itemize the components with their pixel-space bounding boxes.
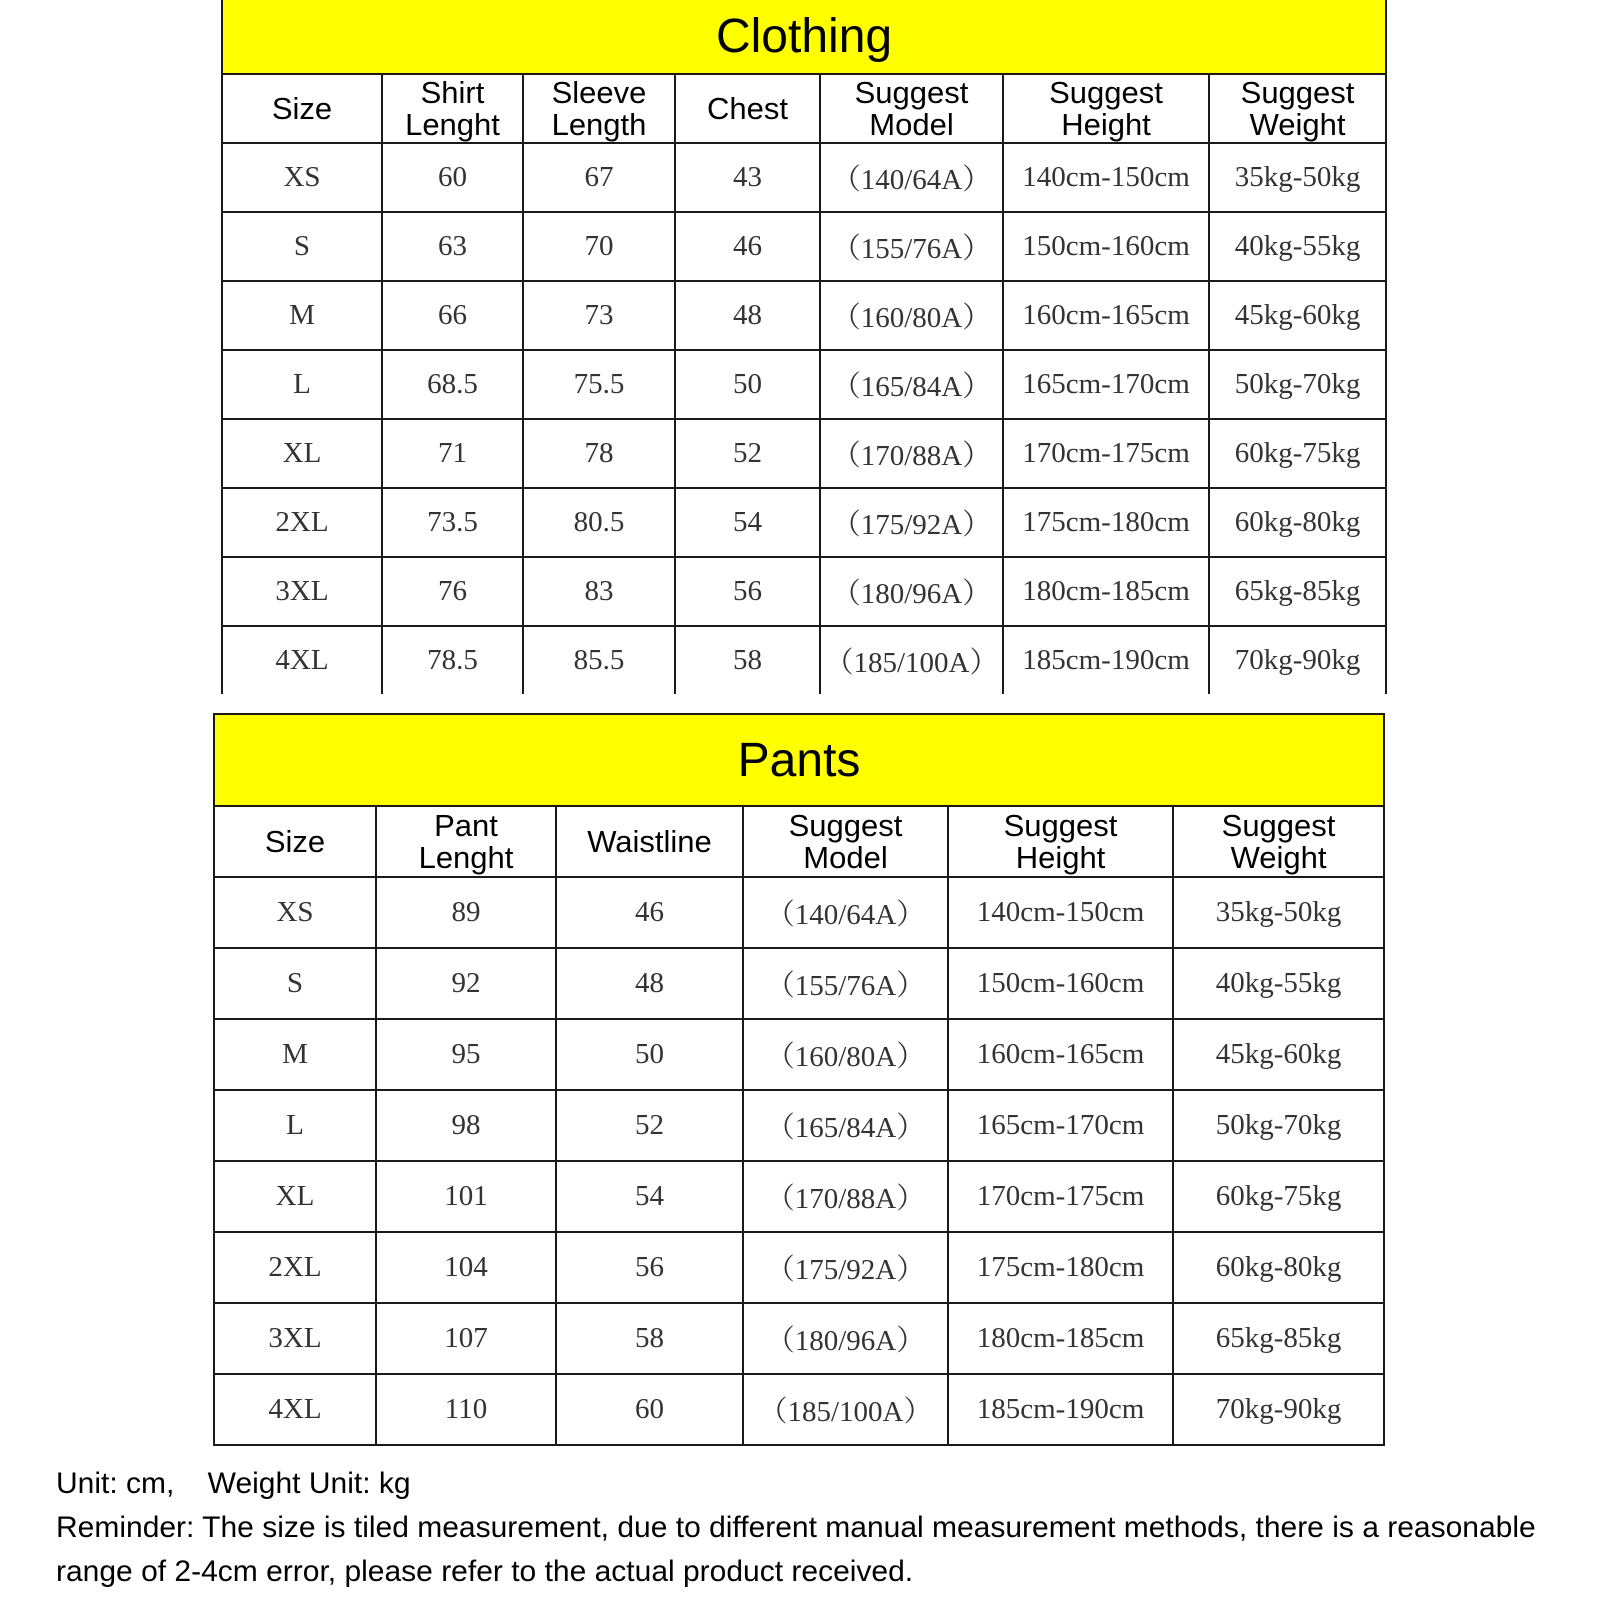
table-cell: 80.5 <box>523 488 675 557</box>
table-cell: （185/100A） <box>743 1374 948 1445</box>
table-cell: （185/100A） <box>820 626 1003 694</box>
unit-note: Unit: cm, Weight Unit: kg <box>56 1467 411 1500</box>
size-cell: S <box>222 212 382 281</box>
table-cell: 60 <box>382 143 523 212</box>
size-cell: 3XL <box>214 1303 376 1374</box>
column-header-chest: Chest <box>675 74 820 143</box>
table-row <box>222 419 1386 488</box>
table-cell: （140/64A） <box>820 143 1003 212</box>
table-cell: 56 <box>556 1232 743 1303</box>
table-cell: 73.5 <box>382 488 523 557</box>
size-cell: S <box>214 948 376 1019</box>
table-cell: 66 <box>382 281 523 350</box>
table-cell: 165cm-170cm <box>948 1090 1173 1161</box>
table-cell: 50kg-70kg <box>1209 350 1386 419</box>
column-header-suggest-model: Suggest Model <box>743 806 948 877</box>
table-row <box>222 557 1386 626</box>
size-cell: XL <box>214 1161 376 1232</box>
table-cell: 43 <box>675 143 820 212</box>
table-cell: 67 <box>523 143 675 212</box>
table-cell: 35kg-50kg <box>1173 877 1384 948</box>
table-cell: 101 <box>376 1161 556 1232</box>
notes-block <box>56 1462 1586 1594</box>
pants-title: Pants <box>214 714 1384 806</box>
table-cell: 75.5 <box>523 350 675 419</box>
table-cell: （155/76A） <box>743 948 948 1019</box>
table-cell: 73 <box>523 281 675 350</box>
table-cell: 63 <box>382 212 523 281</box>
table-cell: 50 <box>556 1019 743 1090</box>
table-cell: （155/76A） <box>820 212 1003 281</box>
table-cell: （160/80A） <box>820 281 1003 350</box>
table-cell: 107 <box>376 1303 556 1374</box>
column-header-suggest-height: Suggest Height <box>1003 74 1209 143</box>
table-cell: 95 <box>376 1019 556 1090</box>
table-cell: 54 <box>675 488 820 557</box>
pants-header-row <box>214 806 1384 877</box>
table-cell: （180/96A） <box>820 557 1003 626</box>
table-cell: 50 <box>675 350 820 419</box>
table-row <box>214 1303 1384 1374</box>
table-row <box>222 350 1386 419</box>
table-row <box>214 1374 1384 1445</box>
table-cell: 104 <box>376 1232 556 1303</box>
table-row <box>214 1232 1384 1303</box>
table-cell: （140/64A） <box>743 877 948 948</box>
clothing-header-row <box>222 74 1386 143</box>
table-cell: 52 <box>675 419 820 488</box>
clothing-size-table <box>221 0 1387 694</box>
table-cell: （175/92A） <box>820 488 1003 557</box>
size-cell: M <box>222 281 382 350</box>
table-cell: 85.5 <box>523 626 675 694</box>
size-cell: L <box>222 350 382 419</box>
table-cell: 46 <box>675 212 820 281</box>
table-cell: （180/96A） <box>743 1303 948 1374</box>
table-cell: 50kg-70kg <box>1173 1090 1384 1161</box>
table-cell: 48 <box>675 281 820 350</box>
table-cell: 110 <box>376 1374 556 1445</box>
size-cell: XS <box>222 143 382 212</box>
table-cell: 160cm-165cm <box>948 1019 1173 1090</box>
table-row <box>214 1019 1384 1090</box>
column-header-waistline: Waistline <box>556 806 743 877</box>
size-cell: 4XL <box>222 626 382 694</box>
table-row <box>222 281 1386 350</box>
table-cell: 98 <box>376 1090 556 1161</box>
size-cell: 2XL <box>214 1232 376 1303</box>
clothing-title-row <box>222 0 1386 74</box>
column-header-suggest-weight: Suggest Weight <box>1209 74 1386 143</box>
table-cell: 185cm-190cm <box>948 1374 1173 1445</box>
size-cell: M <box>214 1019 376 1090</box>
table-cell: 65kg-85kg <box>1173 1303 1384 1374</box>
table-cell: 70kg-90kg <box>1173 1374 1384 1445</box>
table-row <box>214 1161 1384 1232</box>
table-cell: 170cm-175cm <box>948 1161 1173 1232</box>
table-cell: 48 <box>556 948 743 1019</box>
table-cell: 89 <box>376 877 556 948</box>
table-cell: 76 <box>382 557 523 626</box>
table-cell: 160cm-165cm <box>1003 281 1209 350</box>
table-cell: 45kg-60kg <box>1173 1019 1384 1090</box>
column-header-suggest-height: Suggest Height <box>948 806 1173 877</box>
table-cell: 150cm-160cm <box>1003 212 1209 281</box>
table-cell: （175/92A） <box>743 1232 948 1303</box>
table-cell: 175cm-180cm <box>948 1232 1173 1303</box>
table-row <box>214 948 1384 1019</box>
table-row <box>214 1090 1384 1161</box>
table-cell: 71 <box>382 419 523 488</box>
column-header-suggest-model: Suggest Model <box>820 74 1003 143</box>
table-cell: （160/80A） <box>743 1019 948 1090</box>
table-cell: 60kg-75kg <box>1173 1161 1384 1232</box>
table-cell: 170cm-175cm <box>1003 419 1209 488</box>
table-cell: 140cm-150cm <box>948 877 1173 948</box>
table-cell: 70 <box>523 212 675 281</box>
table-cell: 180cm-185cm <box>1003 557 1209 626</box>
table-cell: 60 <box>556 1374 743 1445</box>
clothing-table-body <box>222 0 1386 694</box>
table-cell: 40kg-55kg <box>1173 948 1384 1019</box>
column-header-size: Size <box>222 74 382 143</box>
size-cell: L <box>214 1090 376 1161</box>
table-cell: （170/88A） <box>820 419 1003 488</box>
table-cell: 83 <box>523 557 675 626</box>
table-cell: 180cm-185cm <box>948 1303 1173 1374</box>
table-cell: 52 <box>556 1090 743 1161</box>
table-row <box>222 626 1386 694</box>
table-cell: 78.5 <box>382 626 523 694</box>
table-row <box>222 212 1386 281</box>
table-cell: （170/88A） <box>743 1161 948 1232</box>
column-header-size: Size <box>214 806 376 877</box>
column-header-pant-length: Pant Lenght <box>376 806 556 877</box>
table-cell: 45kg-60kg <box>1209 281 1386 350</box>
table-cell: 35kg-50kg <box>1209 143 1386 212</box>
table-cell: 54 <box>556 1161 743 1232</box>
table-row <box>222 488 1386 557</box>
pants-table-body <box>214 714 1384 1445</box>
size-cell: XL <box>222 419 382 488</box>
table-cell: 68.5 <box>382 350 523 419</box>
table-cell: 65kg-85kg <box>1209 557 1386 626</box>
table-cell: 60kg-80kg <box>1209 488 1386 557</box>
table-cell: 56 <box>675 557 820 626</box>
size-cell: 2XL <box>222 488 382 557</box>
table-cell: 58 <box>675 626 820 694</box>
table-cell: （165/84A） <box>743 1090 948 1161</box>
table-cell: 70kg-90kg <box>1209 626 1386 694</box>
size-cell: 3XL <box>222 557 382 626</box>
table-cell: 60kg-75kg <box>1209 419 1386 488</box>
pants-size-table <box>213 713 1385 1446</box>
table-cell: 150cm-160cm <box>948 948 1173 1019</box>
table-cell: 92 <box>376 948 556 1019</box>
table-cell: 185cm-190cm <box>1003 626 1209 694</box>
column-header-sleeve-length: Sleeve Length <box>523 74 675 143</box>
column-header-suggest-weight: Suggest Weight <box>1173 806 1384 877</box>
size-cell: 4XL <box>214 1374 376 1445</box>
table-cell: 175cm-180cm <box>1003 488 1209 557</box>
reminder-note: Reminder: The size is tiled measurement, due to different manual measurement methods, there is a reasonable range of 2-4cm error, please refer to the actual product received. <box>56 1511 1536 1588</box>
pants-title-row <box>214 714 1384 806</box>
table-cell: 78 <box>523 419 675 488</box>
table-cell: 46 <box>556 877 743 948</box>
table-cell: 40kg-55kg <box>1209 212 1386 281</box>
table-row <box>222 143 1386 212</box>
clothing-title: Clothing <box>222 0 1386 74</box>
table-row <box>214 877 1384 948</box>
column-header-shirt-length: Shirt Lenght <box>382 74 523 143</box>
table-cell: 60kg-80kg <box>1173 1232 1384 1303</box>
table-cell: 58 <box>556 1303 743 1374</box>
table-cell: 140cm-150cm <box>1003 143 1209 212</box>
table-cell: （165/84A） <box>820 350 1003 419</box>
table-cell: 165cm-170cm <box>1003 350 1209 419</box>
size-cell: XS <box>214 877 376 948</box>
